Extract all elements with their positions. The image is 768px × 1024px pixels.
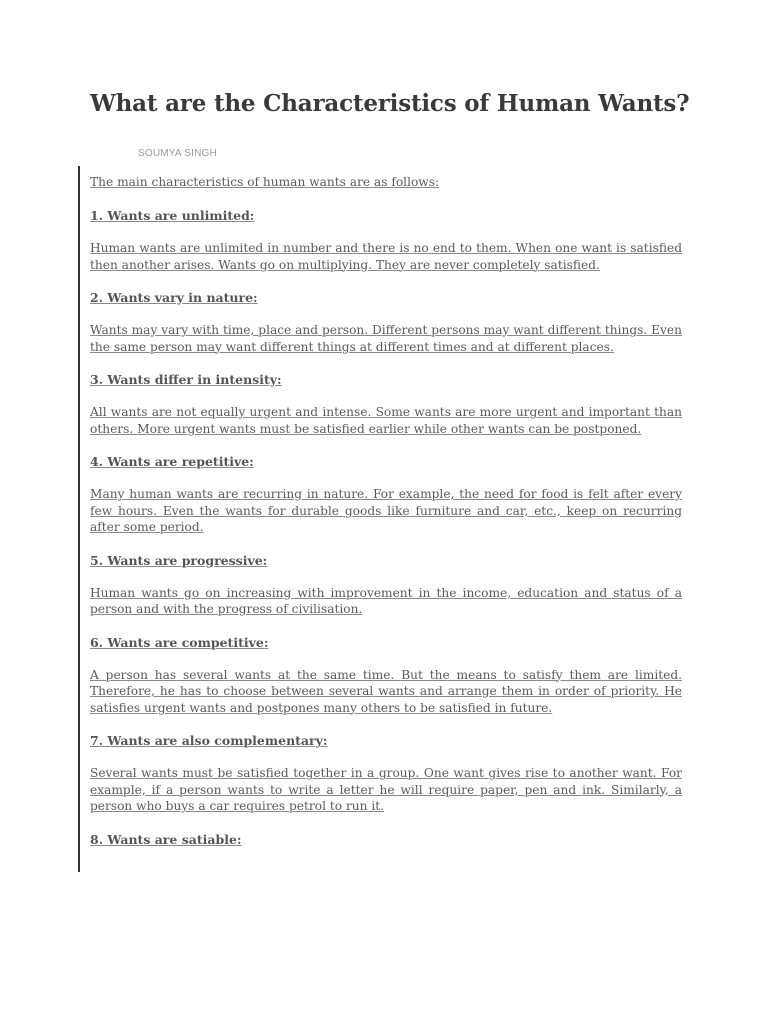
left-border-rule (78, 166, 80, 872)
section-heading-8: 8. Wants are satiable: (90, 831, 242, 847)
intro-paragraph: The main characteristics of human wants are as follows: (90, 175, 440, 189)
author-name: SOUMYA SINGH (138, 148, 217, 159)
section-text-1: Human wants are unlimited in number and there is no end to them. When one want is satisfied then another arises. Wants go on multiplying. They are never completely satisfied. (90, 241, 682, 272)
section-text-4: Many human wants are recurring in nature. For example, the need for food is felt after every few hours. Even the wants for durable goods like furniture and car, etc., keep on recurring after some period. (90, 487, 682, 534)
section-text-5: Human wants go on increasing with improvement in the income, education and status of a person and with the progress of civilisation. (90, 585, 682, 616)
section-heading-6: 6. Wants are competitive: (90, 634, 269, 650)
section-heading-2: 2. Wants vary in nature: (90, 290, 258, 305)
section-heading-4: 4. Wants are repetitive: (90, 454, 254, 469)
section-text-2: Wants may vary with time, place and person. Different persons may want different things. Even the same person may want different things at different times and at different places. (90, 323, 682, 354)
page-title: What are the Characteristics of Human Wants? (90, 90, 690, 117)
section-heading-3: 3. Wants differ in intensity: (90, 372, 282, 387)
section-text-6: A person has several wants at the same time. But the means to satisfy them are limited. Therefore, he has to choose between several wants and arrange them in order of priority. He satisfies urgent wants and postpones many others to be satisfied in future. (90, 667, 682, 715)
section-heading-7: 7. Wants are also complementary: (90, 733, 328, 748)
article-body (90, 174, 690, 848)
section-text-3: All wants are not equally urgent and intense. Some wants are more urgent and important than others. More urgent wants must be satisfied earlier while other wants can be postponed. (90, 405, 682, 436)
section-heading-5: 5. Wants are progressive: (90, 552, 268, 568)
section-text-7: Several wants must be satisfied together in a group. One want gives rise to another want. For example, if a person wants to write a letter he will require paper, pen and ink. Similarly, a person who buys a car requires petrol to run it. (90, 766, 682, 813)
section-heading-1: 1. Wants are unlimited: (90, 208, 255, 223)
